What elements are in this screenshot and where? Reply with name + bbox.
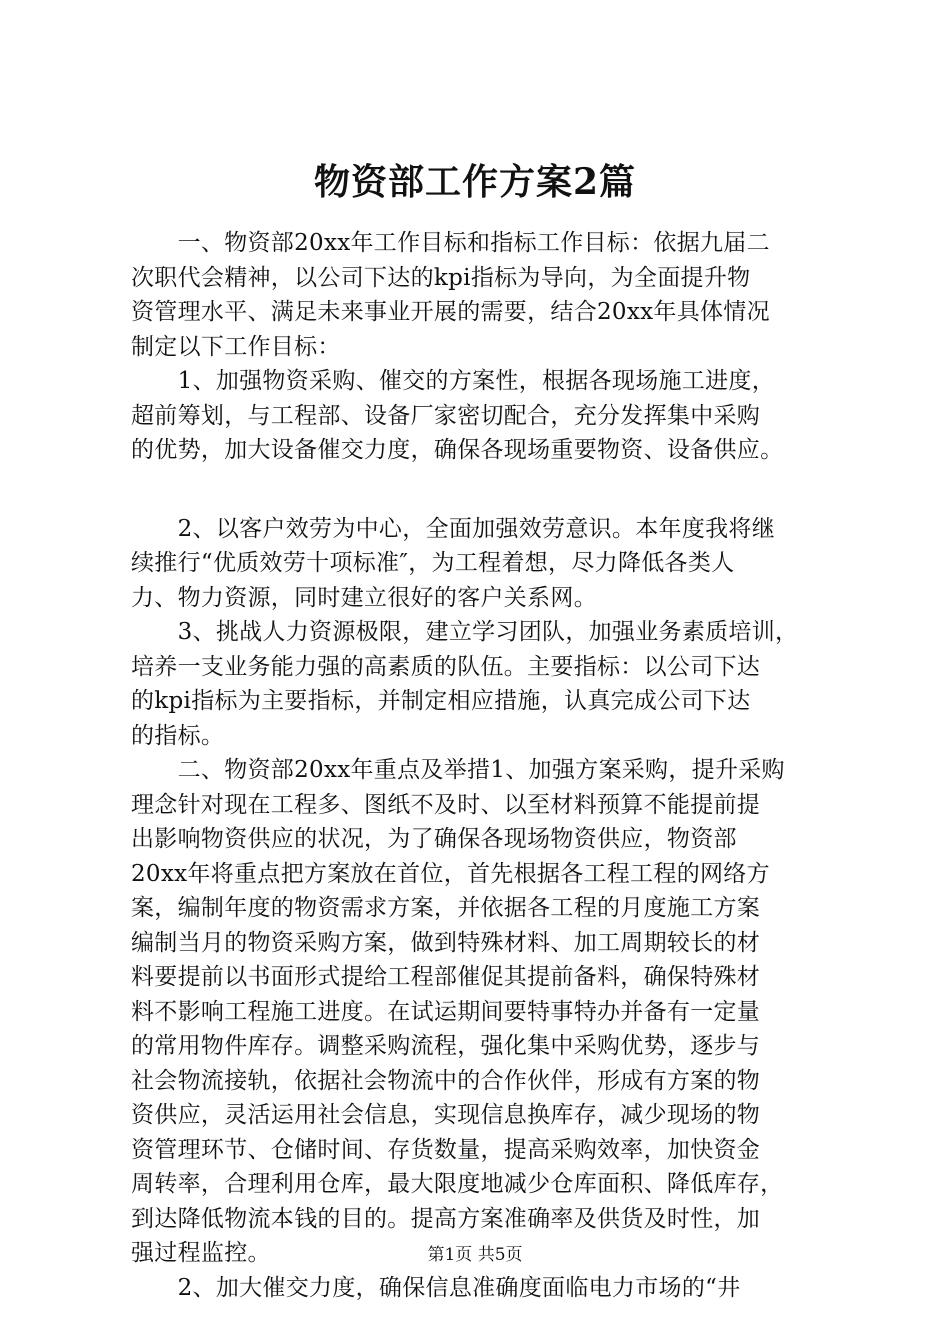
body-line: 的kpi指标为主要指标，并制定相应措施，认真完成公司下达 — [131, 688, 751, 714]
body-line: 资管理水平、满足未来事业开展的需要，结合20xx年具体情况 — [131, 299, 770, 325]
body-line: 的优势，加大设备催交力度，确保各现场重要物资、设备供应。 — [131, 437, 784, 463]
body-line: 料不影响工程施工进度。在试运期间要特事特办并备有一定量 — [131, 998, 761, 1025]
body-line: 到达降低物流本钱的目的。提高方案准确率及供货及时性，加 — [131, 1205, 761, 1232]
body-line: 超前筹划，与工程部、设备厂家密切配合，充分发挥集中采购 — [131, 402, 761, 429]
body-line: 出影响物资供应的状况，为了确保各现场物资供应，物资部 — [131, 826, 737, 852]
body-line: 料要提前以书面形式提给工程部催促其提前备料，确保特殊材 — [131, 964, 761, 990]
body-line: 力、物力资源，同时建立很好的客户关系网。 — [131, 584, 597, 611]
body-line: 的常用物件库存。调整采购流程，强化集中采购优势，逐步与 — [131, 1033, 761, 1059]
body-line: 资管理环节、仓储时间、存货数量，提高采购效率，加快资金 — [131, 1136, 761, 1163]
body-line: 社会物流接轨，依据社会物流中的合作伙伴，形成有方案的物 — [131, 1067, 761, 1094]
paragraph-gap — [131, 468, 831, 512]
page-title: 物资部工作方案2篇 — [313, 161, 637, 203]
body-line: 续推行“优质效劳十项标准″，为工程着想，尽力降低各类人 — [131, 550, 735, 576]
body-line: 强过程监控。 — [131, 1240, 271, 1266]
body-line: 一、物资部20xx年工作目标和指标工作目标：依据九届二 — [131, 230, 770, 256]
body-line: 制定以下工作目标： — [131, 333, 341, 360]
body-line: 3、挑战人力资源极限，建立学习团队，加强业务素质培训， — [131, 619, 799, 645]
body-line: 20xx年将重点把方案放在首位，首先根据各工程工程的网络方 — [131, 860, 770, 887]
body-line: 理念针对现在工程多、图纸不及时、以至材料预算不能提前提 — [131, 791, 761, 818]
body-line: 编制当月的物资采购方案，做到特殊材料、加工周期较长的材 — [131, 929, 761, 956]
body-line: 2、加大催交力度，确保信息准确度面临电力市场的“井 — [131, 1274, 741, 1301]
body-line: 的指标。 — [131, 722, 225, 749]
body-line: 周转率，合理利用仓库，最大限度地减少仓库面积、降低库存， — [131, 1171, 784, 1197]
page-footer: 第1页 共5页 — [427, 1245, 523, 1265]
body-line: 案，编制年度的物资需求方案，并依据各工程的月度施工方案 — [131, 895, 761, 921]
body-line: 次职代会精神，以公司下达的kpi指标为导向，为全面提升物 — [131, 264, 751, 291]
body-line: 2、以客户效劳为中心，全面加强效劳意识。本年度我将继 — [131, 515, 776, 542]
body-line: 资供应，灵活运用社会信息，实现信息换库存，减少现场的物 — [131, 1102, 761, 1128]
body-line: 二、物资部20xx年重点及举措1、加强方案采购，提升采购 — [131, 757, 785, 783]
document-body — [131, 226, 831, 1305]
body-line: 培养一支业务能力强的高素质的队伍。主要指标：以公司下达 — [131, 653, 761, 680]
body-line: 1、加强物资采购、催交的方案性，根据各现场施工进度， — [131, 368, 776, 394]
